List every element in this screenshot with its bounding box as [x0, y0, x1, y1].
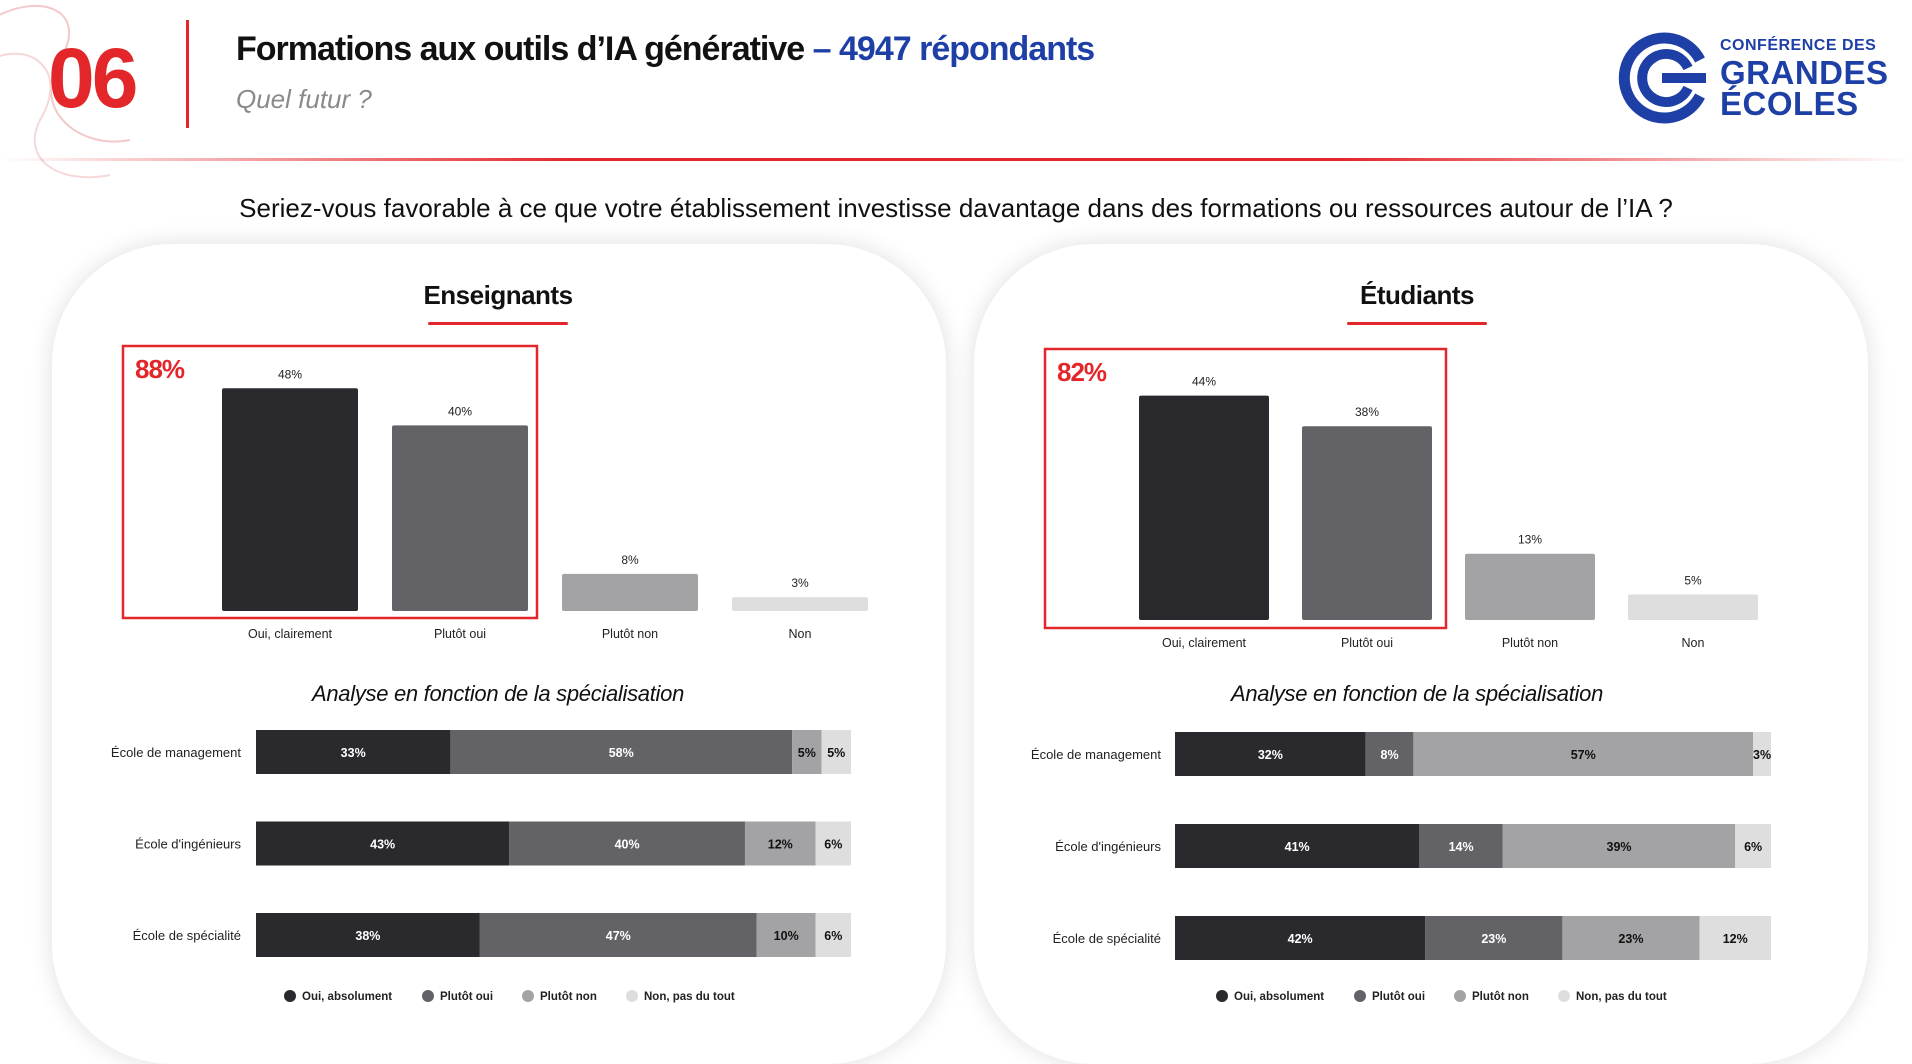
segment-label: 10% [773, 929, 799, 943]
row-label: École de spécialité [132, 928, 241, 943]
row-label: École de management [1030, 747, 1161, 762]
title-main: Formations aux outils d’IA générative [236, 30, 805, 68]
legend-label: Plutôt non [1472, 991, 1529, 1003]
logo-line3: ÉCOLES [1720, 85, 1859, 122]
logo-line2: GRANDES [1720, 54, 1889, 91]
segment-label: 58% [608, 746, 634, 760]
legend-marker [626, 990, 638, 1002]
legend-marker [1454, 990, 1466, 1002]
bar-value-label: 38% [1354, 405, 1380, 420]
segment-label: 42% [1287, 932, 1313, 946]
segment-label: 8% [1380, 748, 1399, 762]
bar [732, 597, 868, 611]
segment-label: 5% [827, 746, 846, 760]
segment-label: 12% [767, 837, 793, 852]
slide-number: 06 [48, 31, 136, 125]
segment-label: 23% [1481, 932, 1507, 946]
category-label: Non [788, 627, 812, 641]
chart-enseignants [52, 244, 946, 1024]
highlight-total: 82% [1057, 357, 1107, 387]
legend-marker [422, 990, 434, 1002]
bar [562, 574, 698, 611]
bar-value-label: 40% [447, 404, 473, 419]
bar [1139, 396, 1269, 620]
segment-label: 23% [1618, 932, 1644, 946]
segment-label: 47% [605, 929, 631, 943]
segment-label: 32% [1257, 748, 1283, 762]
cge-logo [1618, 30, 1900, 126]
bar [1302, 426, 1432, 620]
segment-label: 5% [797, 746, 816, 760]
panel-enseignants [52, 244, 946, 1064]
header-divider [186, 20, 189, 128]
legend-marker [522, 990, 534, 1002]
bar-value-label: 48% [277, 367, 303, 382]
section-title: Analyse en fonction de la spécialisation [311, 681, 685, 706]
legend-label: Oui, absolument [1234, 991, 1325, 1003]
category-label: Oui, clairement [1161, 636, 1247, 650]
row-label: École d'ingénieurs [1055, 839, 1161, 854]
highlight-total: 88% [135, 354, 185, 384]
heading-underline [1347, 322, 1487, 325]
segment-label: 43% [370, 837, 396, 852]
legend-label: Plutôt non [540, 991, 597, 1003]
segment-label: 57% [1570, 748, 1596, 762]
category-label: Plutôt non [601, 627, 659, 641]
page-title [236, 30, 1094, 69]
page-subtitle: Quel futur ? [236, 84, 372, 114]
category-label: Oui, clairement [247, 627, 333, 641]
legend-marker [1354, 990, 1366, 1002]
segment-label: 14% [1448, 840, 1474, 854]
bar [222, 388, 358, 611]
category-label: Plutôt oui [433, 627, 487, 641]
legend-label: Non, pas du tout [644, 991, 735, 1003]
row-label: École de spécialité [1052, 931, 1161, 946]
bar-value-label: 5% [1684, 573, 1702, 588]
legend-marker [1216, 990, 1228, 1002]
title-respondents: – 4947 répondants [804, 30, 1095, 68]
row-label: École de management [110, 745, 241, 760]
legend-label: Non, pas du tout [1576, 991, 1667, 1003]
legend-marker [284, 990, 296, 1002]
heading-underline [428, 322, 568, 325]
bar [1465, 554, 1595, 620]
legend-label: Plutôt oui [440, 991, 494, 1003]
legend-marker [1558, 990, 1570, 1002]
bar-value-label: 3% [791, 576, 809, 591]
segment-label: 33% [340, 746, 366, 760]
panel-heading: Étudiants [1360, 280, 1474, 310]
segment-label: 6% [1744, 840, 1763, 854]
segment-label: 3% [1753, 748, 1772, 762]
segment-label: 39% [1606, 840, 1632, 854]
bar-value-label: 8% [621, 552, 639, 567]
bar [1628, 595, 1758, 621]
bar [392, 425, 528, 611]
panel-heading: Enseignants [423, 280, 573, 310]
survey-question: Seriez-vous favorable à ce que votre établissement investisse davantage dans des formations ou ressources autour de l’IA ? [239, 193, 1673, 223]
logo-line1: CONFÉRENCE DES [1720, 37, 1877, 54]
legend-label: Plutôt oui [1372, 991, 1426, 1003]
panel-etudiants [974, 244, 1868, 1064]
chart-etudiants [974, 244, 1868, 1024]
bar-value-label: 13% [1517, 532, 1543, 547]
category-label: Plutôt non [1501, 636, 1559, 650]
bar-value-label: 44% [1191, 374, 1217, 389]
segment-label: 6% [824, 837, 843, 852]
segment-label: 38% [355, 929, 381, 943]
segment-label: 41% [1284, 840, 1310, 854]
legend-label: Oui, absolument [302, 991, 393, 1003]
category-label: Non [1681, 636, 1705, 650]
row-label: École d'ingénieurs [135, 836, 241, 852]
segment-label: 40% [614, 837, 640, 852]
segment-label: 6% [824, 929, 843, 943]
category-label: Plutôt oui [1340, 636, 1394, 650]
cge-logo-text [1720, 38, 1889, 120]
cge-logo-mark [1618, 30, 1714, 126]
section-title: Analyse en fonction de la spécialisation [1230, 681, 1604, 706]
header-underline [0, 158, 1912, 161]
segment-label: 12% [1722, 932, 1748, 946]
